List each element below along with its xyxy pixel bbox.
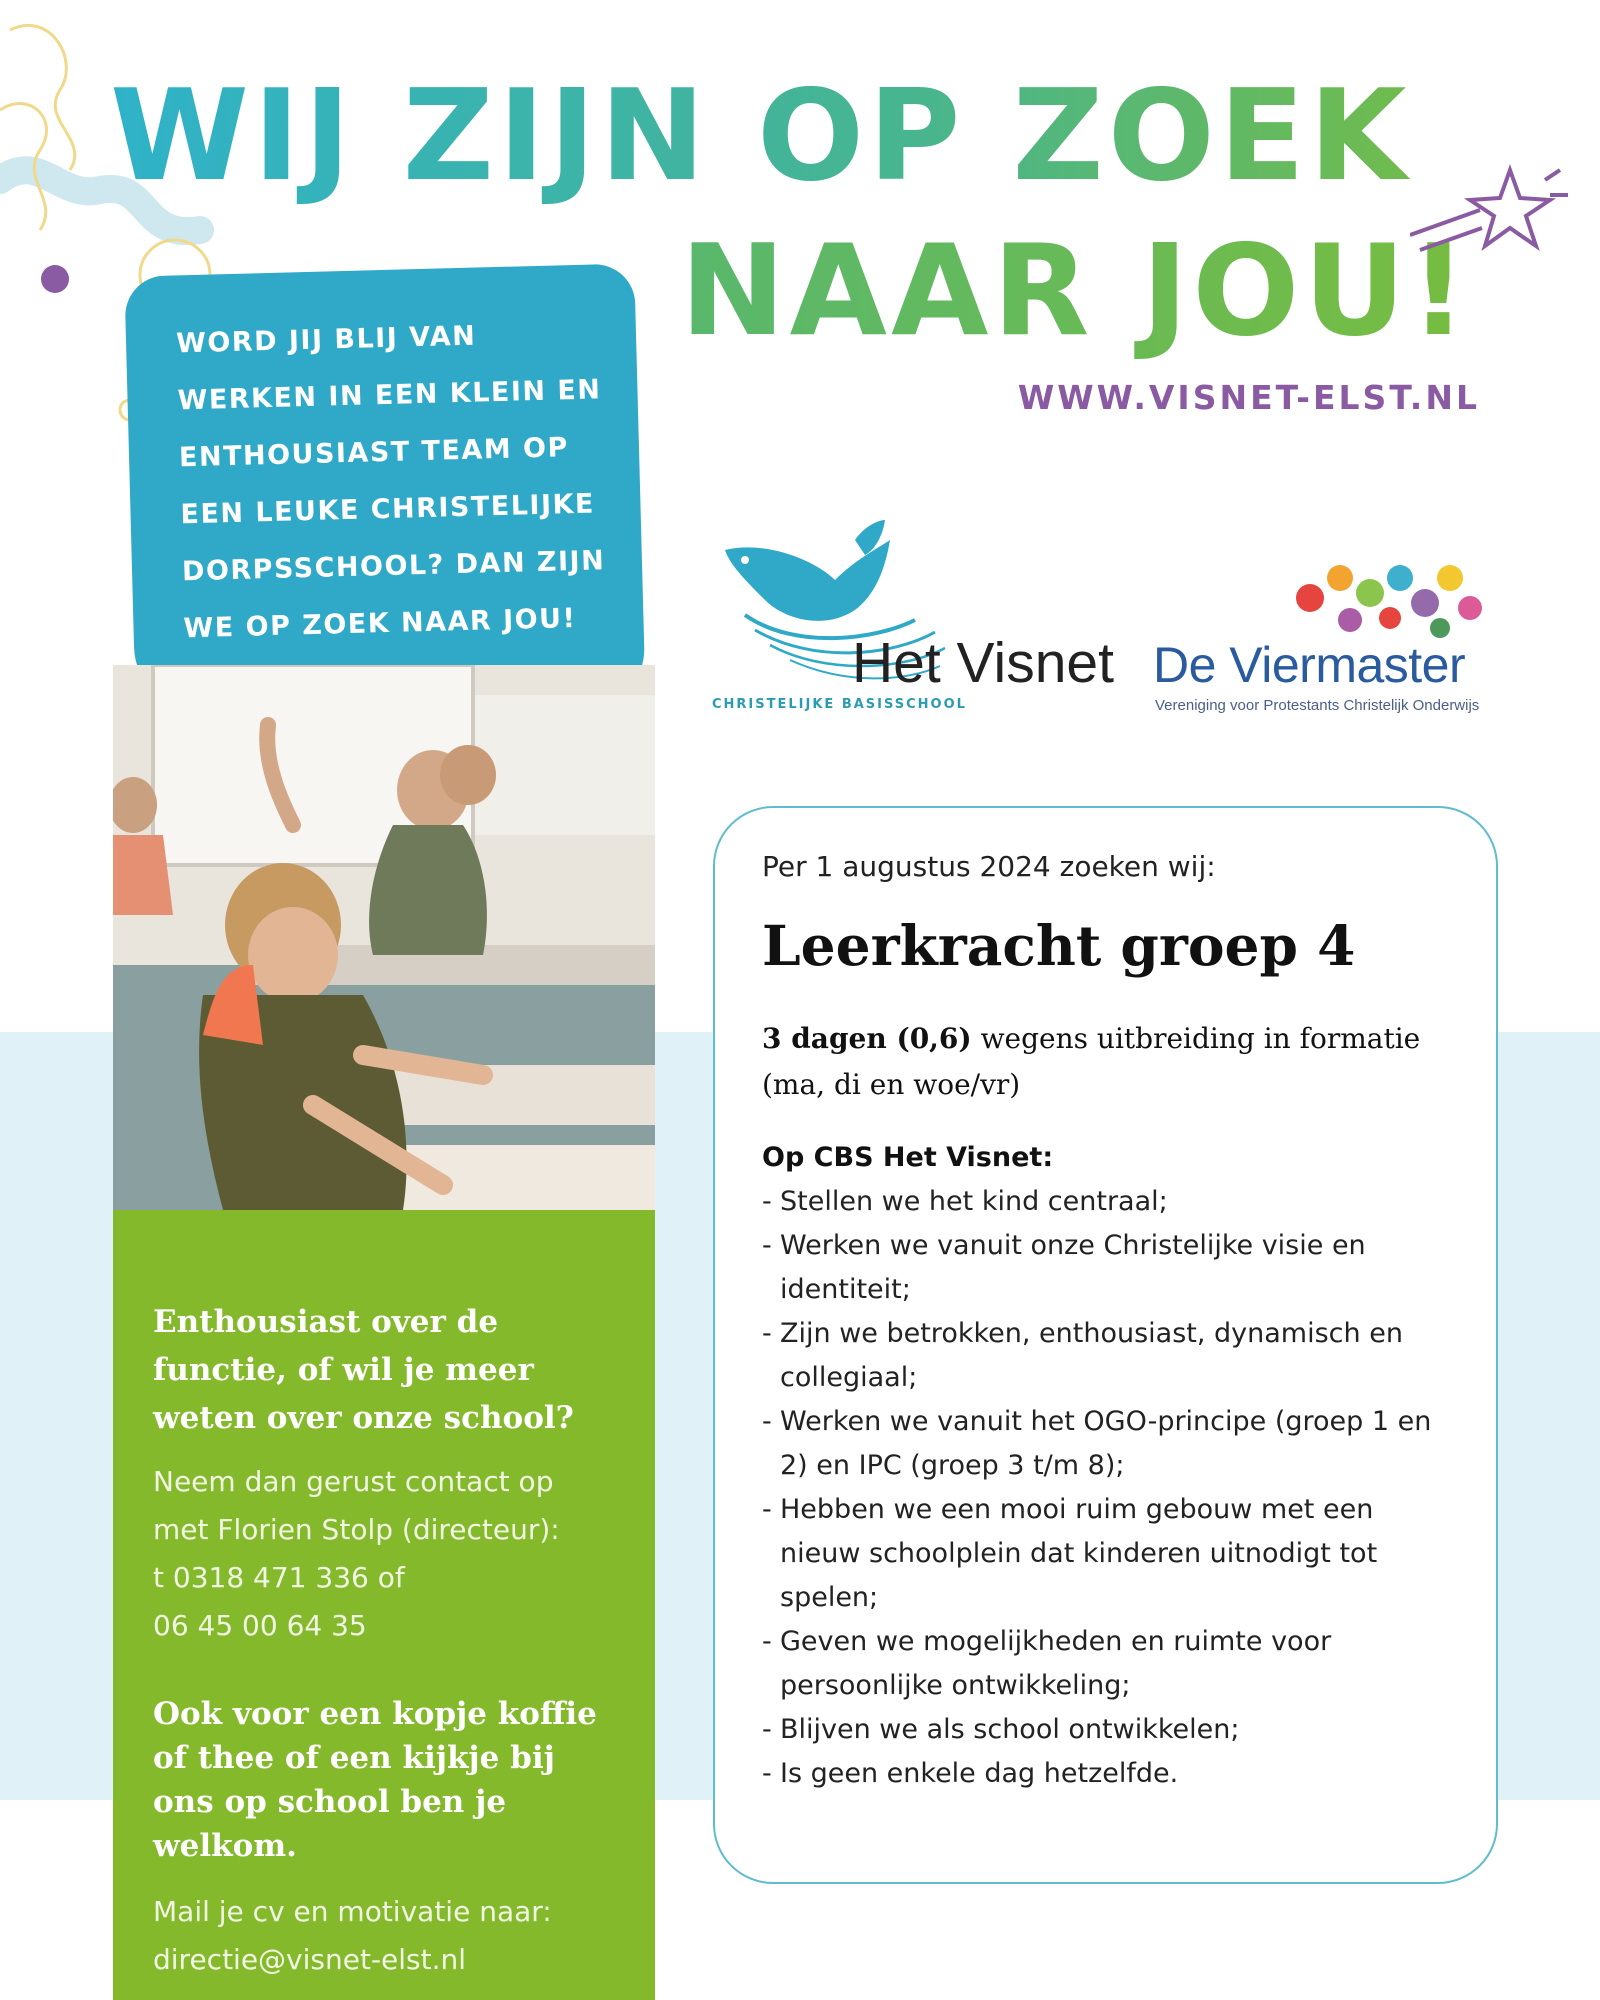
list-item: - Zijn we betrokken, enthousiast, dynamisch en collegiaal; — [762, 1312, 1456, 1400]
list-item: - Geven we mogelijkheden en ruimte voor persoonlijke ontwikkeling; — [762, 1620, 1456, 1708]
contact-email[interactable]: directie@visnet-elst.nl — [153, 1943, 467, 1976]
list-item: - Stellen we het kind centraal; — [762, 1180, 1456, 1224]
bubble-line: ENTHOUSIAST TEAM OP — [178, 432, 570, 474]
website-url[interactable]: WWW.VISNET-ELST.NL — [1017, 378, 1480, 417]
vacancy-card — [713, 806, 1498, 1884]
list-item: - Hebben we een mooi ruim gebouw met een nieuw schoolplein dat kinderen uitnodigt tot spelen; — [762, 1488, 1456, 1620]
days-rest: wegens uitbreiding in formatie — [971, 1022, 1421, 1055]
viermaster-logo-subtitle: Vereniging voor Protestants Christelijk Onderwijs — [1155, 697, 1480, 714]
contact-text-line: Neem dan gerust contact op — [153, 1465, 554, 1498]
list-item: - Werken we vanuit het OGO-principe (groep 1 en 2) en IPC (groep 3 t/m 8); — [762, 1400, 1456, 1488]
headline-line-1: WIJ ZIJN OP ZOEK — [110, 58, 1560, 213]
welcome-heading: Ook voor een kopje koffie of thee of een kijkje bij ons op school ben je welkom. — [153, 1696, 597, 1864]
magic-star-icon — [1410, 160, 1570, 270]
visnet-logo-name: Het Visnet — [852, 631, 1114, 695]
list-item: - Is geen enkele dag hetzelfde. — [762, 1752, 1456, 1796]
contact-heading: Enthousiast over de functie, of wil je meer weten over onze school? — [153, 1304, 574, 1436]
mail-label: Mail je cv en motivatie naar: — [153, 1895, 552, 1928]
bubble-line: WORD JIJ BLIJ VAN — [175, 320, 477, 360]
list-item: - Werken we vanuit onze Christelijke visie en identiteit; — [762, 1224, 1456, 1312]
contact-text-line: met Florien Stolp (directeur): — [153, 1513, 560, 1546]
vacancy-title: Leerkracht groep 4 — [762, 913, 1356, 978]
viermaster-logo-name: De Viermaster — [1153, 637, 1466, 693]
handprints-logo-icon — [1290, 548, 1490, 648]
bubble-line: EEN LEUKE CHRISTELIJKE — [180, 488, 596, 531]
bubble-line: WERKEN IN EEN KLEIN EN — [177, 374, 602, 417]
bubble-line: DORPSSCHOOL? DAN ZIJN — [181, 545, 606, 588]
days-bold: 3 dagen (0,6) — [762, 1022, 972, 1055]
intro-bubble — [124, 263, 645, 716]
list-item: - Blijven we als school ontwikkelen; — [762, 1708, 1456, 1752]
days-line2: (ma, di en woe/vr) — [762, 1068, 1021, 1101]
headline-line-2: NAAR JOU! — [110, 213, 1560, 368]
contact-panel — [113, 1210, 655, 2000]
school-qualities-list — [762, 1180, 1456, 1796]
vacancy-days — [762, 1016, 1456, 1108]
vacancy-intro: Per 1 augustus 2024 zoeken wij: — [762, 850, 1216, 883]
bubble-line: WE OP ZOEK NAAR JOU! — [183, 603, 577, 645]
contact-phone[interactable]: t 0318 471 336 of — [153, 1561, 405, 1594]
school-heading: Op CBS Het Visnet: — [762, 1142, 1054, 1173]
visnet-logo-subtitle: CHRISTELIJKE BASISSCHOOL — [712, 697, 967, 712]
classroom-photo — [113, 665, 655, 1210]
contact-mobile[interactable]: 06 45 00 64 35 — [153, 1609, 367, 1642]
